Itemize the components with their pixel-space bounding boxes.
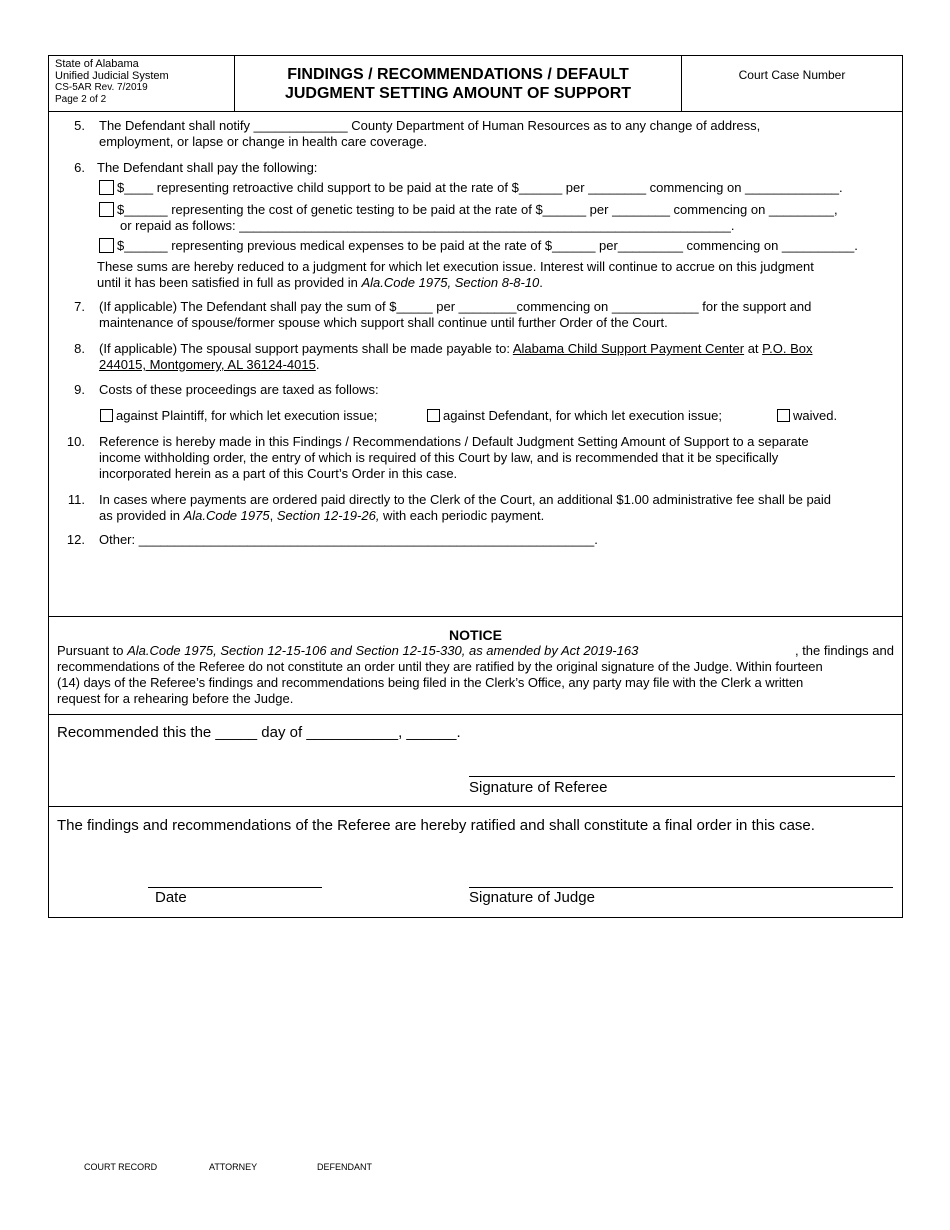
item-10-line-2: income withholding order, the entry of which is required of this Court by law, and is recommended that it be specifically (99, 450, 779, 465)
cost-plaintiff-label: against Plaintiff, for which let execution issue; (116, 408, 378, 423)
judge-ratification (49, 806, 902, 917)
notice-citation: Ala.Code 1975, Section 12-15-106 and Section 12-15-330, as amended by Act 2019-163 (127, 643, 639, 658)
org-line-2: Unified Judicial System (55, 70, 169, 82)
copy-court-record: COURT RECORD (84, 1162, 158, 1172)
item-number: 10. (66, 434, 85, 449)
item-7-line-1: (If applicable) The Defendant shall pay the sum of $_____ per ________commencing on ____________ for the support and (99, 299, 812, 314)
form-body (49, 112, 902, 616)
notice-title: NOTICE (449, 627, 502, 643)
judge-signature-label: Signature of Judge (469, 889, 595, 906)
cost-defendant-checkbox[interactable] (427, 409, 440, 422)
referee-signature-line[interactable] (469, 776, 895, 777)
notice-text (57, 643, 894, 707)
item-number: 12. (66, 532, 85, 547)
payee-address-line-1: P.O. Box (762, 341, 813, 356)
form-title-line-2: JUDGMENT SETTING AMOUNT OF SUPPORT (284, 84, 632, 102)
item-8-at: at (744, 341, 763, 356)
item-10-line-3: incorporated herein as a part of this Court’s Order in this case. (99, 466, 458, 481)
ratification-text: The findings and recommendations of the Referee are hereby ratified and shall constitute a final order in this case. (57, 817, 815, 834)
form-revision: CS-5AR Rev. 7/2019 (55, 82, 148, 93)
medical-expenses-checkbox[interactable] (99, 238, 114, 253)
genetic-testing-checkbox[interactable] (99, 202, 114, 217)
notice-line-2: recommendations of the Referee do not constitute an order until they are ratified by the original signature of the Judge. Within fourteen (57, 659, 823, 674)
genetic-testing-repaid-text: or repaid as follows: ____________________________________________________________________. (120, 218, 735, 233)
payee-name: Alabama Child Support Payment Center (512, 341, 745, 356)
notice-line-4: request for a rehearing before the Judge. (57, 691, 294, 706)
copy-attorney: ATTORNEY (209, 1162, 258, 1172)
item-11-citation-code: Ala.Code 1975 (183, 508, 270, 523)
item-9-intro: Costs of these proceedings are taxed as follows: (99, 382, 379, 397)
genetic-testing-text: $______ representing the cost of genetic testing to be paid at the rate of $______ per ________ commencing on _________, (117, 202, 838, 217)
item-number: 9. (74, 382, 85, 397)
item-5-line-1: The Defendant shall notify _____________ County Department of Human Resources as to any change of address, (99, 118, 761, 133)
item-11-citation-section: Section 12-19-26, (276, 508, 380, 523)
recommended-date-field[interactable]: Recommended this the _____ day of ___________, ______. (57, 724, 461, 741)
item-6-note-line-2: until it has been satisfied in full as provided in (97, 275, 362, 290)
referee-recommendation (49, 714, 902, 806)
item-6-note-end: . (539, 275, 543, 290)
item-number: 8. (74, 341, 85, 356)
cost-defendant-label: against Defendant, for which let execution issue; (443, 408, 722, 423)
notice-line-3: (14) days of the Referee’s findings and recommendations being filed in the Clerk’s Office, any party may file with the Clerk a written (57, 675, 804, 690)
form-title (235, 56, 682, 111)
item-5-line-2: employment, or lapse or change in health care coverage. (99, 134, 428, 149)
judge-signature-line[interactable] (469, 887, 893, 888)
court-info (49, 56, 235, 111)
item-8-text: (If applicable) The spousal support payments shall be made payable to: (99, 341, 513, 356)
item-number: 7. (74, 299, 85, 314)
cost-waived-checkbox[interactable] (777, 409, 790, 422)
item-7-line-2: maintenance of spouse/former spouse which support shall continue until further Order of the Court. (99, 315, 668, 330)
item-11-comma: , (269, 508, 277, 523)
referee-signature-label: Signature of Referee (469, 779, 608, 796)
page-number: Page 2 of 2 (55, 94, 107, 105)
retroactive-support-text: $____ representing retroactive child support to be paid at the rate of $______ per ________ commencing on _____________. (117, 180, 843, 195)
item-11-line-1: In cases where payments are ordered paid directly to the Clerk of the Court, an additional $1.00 administrative fee shall be paid (99, 492, 832, 507)
item-number: 5. (74, 118, 85, 133)
item-11-line-2: as provided in (99, 508, 184, 523)
retroactive-support-checkbox[interactable] (99, 180, 114, 195)
cost-waived-option (777, 408, 837, 424)
notice-line-1-post: , the findings and (794, 643, 894, 658)
form-header (49, 56, 902, 112)
notice-line-1-pre: Pursuant to (57, 643, 128, 658)
item-6-note-line-1: These sums are hereby reduced to a judgment for which let execution issue. Interest will continue to accrue on this judgment (97, 259, 814, 274)
support-form (48, 55, 903, 918)
cost-plaintiff-checkbox[interactable] (100, 409, 113, 422)
notice-section (49, 616, 902, 714)
date-line[interactable] (148, 887, 322, 888)
form-title-line-1: FINDINGS / RECOMMENDATIONS / DEFAULT (287, 65, 629, 83)
item-number: 11. (67, 492, 85, 507)
item-number: 6. (74, 160, 85, 175)
item-10-line-1: Reference is hereby made in this Findings / Recommendations / Default Judgment Setting Amount of Support to a separate (99, 434, 809, 449)
cost-waived-label: waived. (793, 408, 838, 423)
other-field[interactable]: Other: _______________________________________________________________. (99, 532, 598, 547)
medical-expenses-text: $______ representing previous medical expenses to be paid at the rate of $______ per_________ commencing on __________. (117, 238, 858, 253)
item-11-end: with each periodic payment. (379, 508, 545, 523)
item-6-note-citation: Ala.Code 1975, Section 8-8-10 (361, 275, 540, 290)
case-number-box[interactable] (682, 56, 902, 111)
org-line-1: State of Alabama (55, 58, 139, 70)
case-number-label: Court Case Number (738, 68, 846, 82)
cost-defendant-option (427, 408, 722, 424)
item-8-end: . (315, 357, 320, 372)
cost-plaintiff-option (100, 408, 377, 424)
item-6-intro: The Defendant shall pay the following: (97, 160, 318, 175)
payee-address-line-2: 244015, Montgomery, AL 36124-4015 (99, 357, 316, 372)
date-label: Date (155, 889, 187, 906)
copy-defendant: DEFENDANT (317, 1162, 373, 1172)
